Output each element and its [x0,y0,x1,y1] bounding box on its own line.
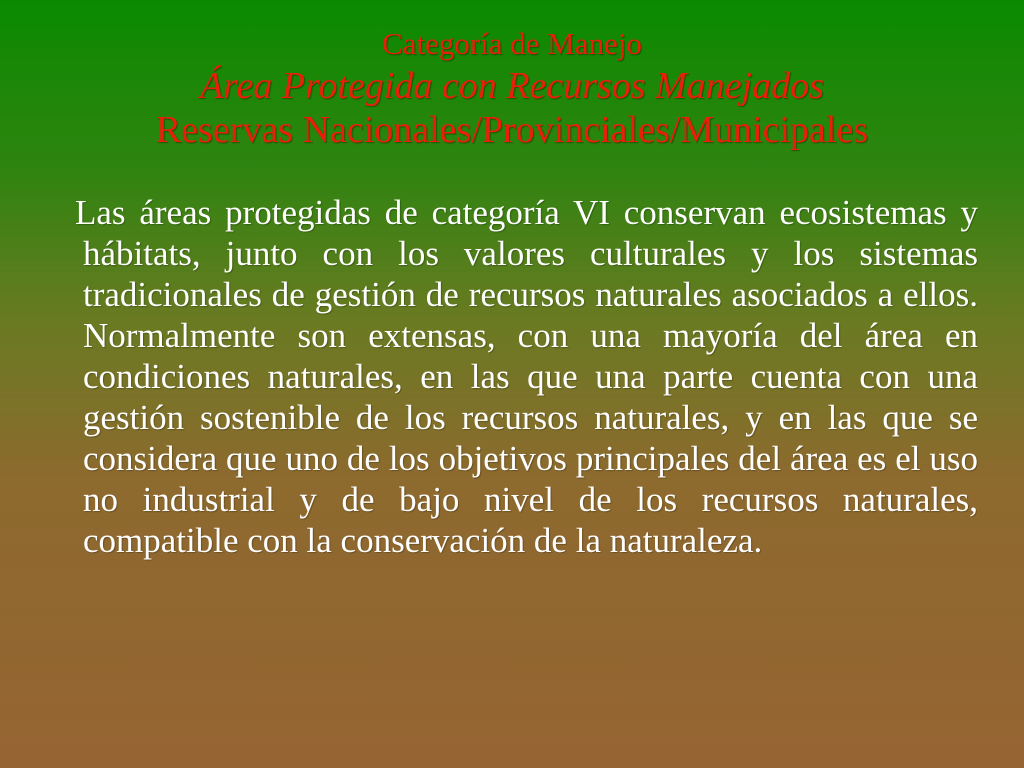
slide-title [40,24,984,152]
title-category: Categoría de Manejo [382,26,642,61]
body-paragraph: Las áreas protegidas de categoría VI conservan ecosistemas y hábitats, junto con los valores culturales y los sistemas tradicionales de gestión de recursos naturales asociados a ellos. Normalmente son extensas, con una mayoría del área en condiciones naturales, en las que una parte cuenta con una gestión sostenible de los recursos naturales, y en las que se considera que uno de los objetivos principales del área es el uso no industrial y de bajo nivel de los recursos naturales, compatible con la conservación de la naturaleza. [75,193,978,560]
title-area-type: Área Protegida con Recursos Manejados [199,65,825,107]
title-reserves: Reservas Nacionales/Provinciales/Municipales [155,109,869,151]
